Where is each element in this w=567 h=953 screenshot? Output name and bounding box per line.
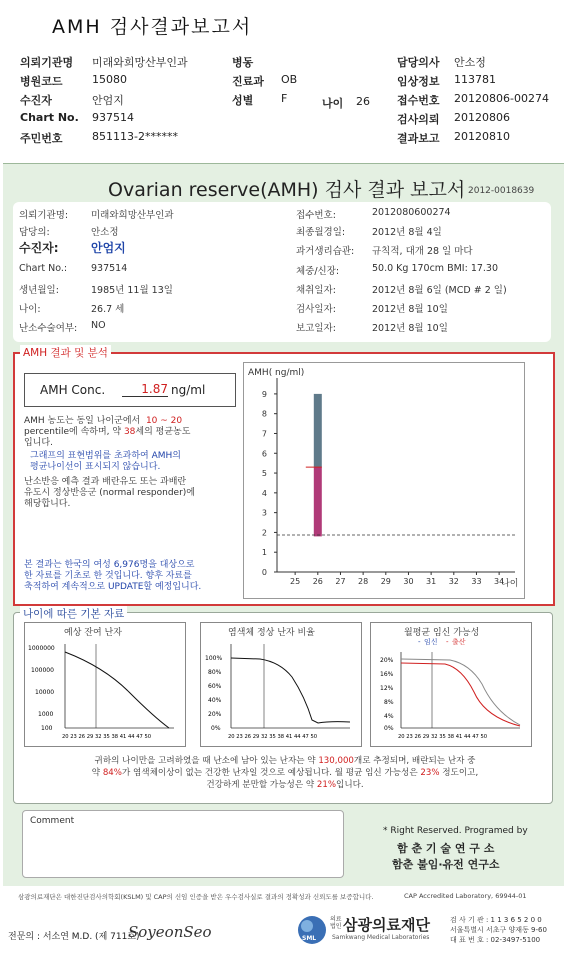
- rights-line1: * Right Reserved. Programed by: [383, 826, 528, 836]
- info-value: 미래와희망산부인과: [91, 210, 174, 221]
- comment-label: Comment: [30, 816, 75, 826]
- normal-chromosome-curve: [231, 658, 350, 723]
- header-value: 20120806-00274: [454, 92, 549, 105]
- basic-summary-text: 귀하의 나이만을 고려하였을 때 난소에 남아 있는 난자는 약 130,000개로 추정되며, 배란되는 난자 중 약 84%가 염색체이상이 없는 건강한 난자일 것으로 예상됩니다. 월 평균 임신 가능성은 23% 정도이고, 건강하게 분만할 가능성은 약 21%입니다.: [91, 756, 479, 790]
- normal-chromosome-chart: [200, 622, 360, 745]
- basic-section-title: 나이에 따른 기본 자료: [20, 606, 127, 621]
- info-label: 채취일자:: [296, 285, 336, 296]
- amh-description-percentile: AMH 농도는 동일 나이군에서 10 ~ 20 percentile에 속하며, 약 38세의 평균농도 입니다.: [24, 416, 191, 448]
- amh-x-tick-label: 33: [471, 577, 482, 586]
- info-value: 2012년 8월 10일: [372, 304, 448, 315]
- amh-y-tick-label: 6: [261, 449, 267, 459]
- footer-accreditation-note: 삼광의료재단은 대한진단검사의학회(KSLM) 및 CAP의 신임 인증을 받은 우수검사실로 결과의 정확성과 신뢰도를 보증합니다.: [18, 893, 374, 901]
- c3-ytick: 8%: [384, 699, 394, 706]
- info-label: 과거생리습관:: [296, 246, 355, 257]
- info-label: 최종월경일:: [296, 227, 346, 238]
- remaining-eggs-curve: [65, 652, 169, 728]
- info-label: 수진자:: [19, 241, 59, 255]
- logo-corp-label: 의료 법인: [330, 916, 342, 930]
- amh-y-tick-label: 5: [261, 469, 267, 479]
- contact-address: 서울특별시 서초구 양재동 9-60: [450, 926, 547, 934]
- amh-y-tick-label: 3: [261, 508, 267, 518]
- amh-description-data-source: 본 결과는 한국의 여성 6,976명을 대상으로 한 자료를 기초로 한 것입니다. 향후 자료를 축적하여 계속적으로 UPDATE할 예정입니다.: [24, 560, 202, 592]
- c2-xticks: 20 23 26 29 32 35 38 41 44 47 50: [228, 734, 318, 740]
- header-label: 병원코드: [20, 75, 63, 88]
- amh-x-tick-label: 27: [335, 577, 346, 586]
- amh-conc-unit: ng/ml: [171, 383, 206, 397]
- footer-cap: CAP Accredited Laboratory, 69944-01: [404, 892, 527, 900]
- amh-y-tick-label: 2: [261, 528, 267, 538]
- header-value: 937514: [92, 111, 134, 124]
- legend-birth: 출산: [452, 638, 466, 646]
- info-value: 안엄지: [91, 241, 126, 255]
- info-label: 보고일자:: [296, 323, 336, 334]
- amh-y-tick-label: 9: [261, 389, 267, 399]
- pregnancy-chance-chart-title: 월평균 임신 가능성: [404, 628, 480, 638]
- amh-range-upper-bar: [314, 394, 322, 467]
- amh-description-range: 그래프의 표현범위를 초과하여 AMH의 평균나이선이 표시되지 않습니다.: [30, 451, 181, 472]
- amh-x-tick-label: 26: [312, 577, 323, 586]
- c1-ytick: 1000: [38, 711, 54, 718]
- remaining-eggs-chart-title: 예상 잔여 난자: [64, 628, 122, 638]
- logo-subtitle: Samkwang Medical Laboratories: [332, 934, 430, 941]
- header-label: 성별: [232, 94, 254, 107]
- logo-name: 삼광의료재단: [343, 916, 430, 934]
- header-label: Chart No.: [20, 111, 79, 124]
- report-title: Ovarian reserve(AMH) 검사 결과 보고서: [108, 179, 466, 201]
- amh-y-tick-label: 4: [261, 488, 267, 498]
- rights-line2: 함 춘 기 술 연 구 소: [397, 842, 495, 855]
- info-value: 2012년 8월 4일: [372, 227, 442, 238]
- header-value: 안소정: [454, 56, 486, 69]
- contact-phone: 대 표 번 호 : 02-3497-5100: [450, 936, 541, 944]
- amh-chart-title: AMH( ng/ml): [248, 368, 305, 378]
- info-value: 1985년 11월 13일: [91, 285, 173, 296]
- info-value: 26.7 세: [91, 304, 125, 315]
- c2-ytick: 0%: [211, 725, 221, 732]
- pregnancy-curve: [401, 659, 520, 725]
- samkwang-logo-icon: [296, 914, 328, 946]
- info-label: 생년월일:: [19, 285, 59, 296]
- c3-ytick: 0%: [384, 725, 394, 732]
- info-label: 담당의:: [19, 227, 50, 238]
- amh-chart-frame: [244, 363, 525, 599]
- amh-x-tick-label: 28: [358, 577, 369, 586]
- amh-x-tick-label: 32: [448, 577, 459, 586]
- info-label: 검사일자:: [296, 304, 336, 315]
- header-label: 접수번호: [397, 94, 440, 107]
- amh-section-title: AMH 결과 및 분석: [20, 345, 111, 360]
- amh-x-tick-label: 29: [380, 577, 391, 586]
- c1-ytick: 10000: [35, 689, 55, 696]
- header-label: 수진자: [20, 94, 52, 107]
- amh-range-lower-bar: [314, 467, 322, 536]
- header-label: 결과보고: [397, 132, 440, 145]
- c1-xticks: 20 23 26 29 32 35 38 41 44 47 50: [62, 734, 152, 740]
- amh-x-tick-label: 25: [290, 577, 301, 586]
- header-value: 15080: [92, 73, 127, 86]
- age-value: 26: [356, 95, 370, 108]
- pregnancy-chance-chart: [370, 622, 530, 745]
- c3-ytick: 16%: [380, 671, 394, 678]
- info-value: NO: [91, 320, 106, 331]
- c2-ytick: 40%: [208, 697, 222, 704]
- info-label: 접수번호:: [296, 210, 336, 221]
- info-label: Chart No.:: [19, 263, 68, 274]
- header-label: 병동: [232, 56, 254, 69]
- amh-y-tick-label: 8: [261, 409, 267, 419]
- header-value: 851113-2******: [92, 130, 178, 143]
- header-value: 20120810: [454, 130, 510, 143]
- age-label: 나이: [322, 97, 344, 110]
- c3-ytick: 20%: [380, 657, 394, 664]
- info-label: 나이:: [19, 304, 41, 315]
- svg-text:SML: SML: [302, 935, 317, 942]
- amh-chart: [243, 362, 525, 599]
- header-value: F: [281, 92, 288, 105]
- info-value: 2012년 8월 10일: [372, 323, 448, 334]
- info-value: 2012년 8월 6일 (MCD # 2 일): [372, 285, 507, 296]
- info-value: 규칙적, 대개 28 일 마다: [372, 246, 473, 257]
- rights-line3: 함춘 불임·유전 연구소: [392, 858, 500, 871]
- svg-text:-: -: [418, 638, 421, 646]
- info-value: 50.0 Kg 170cm BMI: 17.30: [372, 263, 499, 274]
- c2-ytick: 100%: [205, 655, 223, 662]
- c2-ytick: 20%: [208, 711, 222, 718]
- header-label: 담당의사: [397, 56, 440, 69]
- amh-chart-xlabel: 나이: [501, 579, 519, 589]
- c2-ytick: 60%: [208, 683, 222, 690]
- c1-ytick: 100: [41, 725, 53, 732]
- report-number: 2012-0018639: [468, 186, 535, 196]
- amh-y-tick-label: 1: [261, 548, 267, 558]
- amh-x-tick-label: 30: [403, 577, 414, 586]
- header-label: 검사의뢰: [397, 113, 440, 126]
- amh-y-tick-label: 0: [261, 568, 267, 577]
- specialist-name: 전문의 : 서소연 M.D. (제 711호): [8, 932, 140, 942]
- header-value: 미래와희망산부인과: [92, 56, 188, 69]
- amh-description-response: 난소반응 예측 결과 배란유도 또는 과배란 유도시 정상반응군 (normal responder)에 해당합니다.: [24, 477, 195, 509]
- header-label: 진료과: [232, 75, 264, 88]
- info-value: 2012080600274: [372, 207, 451, 218]
- amh-conc-label: AMH Conc.: [40, 383, 106, 397]
- c1-ytick: 100000: [31, 667, 54, 674]
- header-label: 의뢰기관명: [20, 56, 74, 69]
- svg-text:-: -: [446, 638, 449, 646]
- c3-ytick: 12%: [380, 685, 394, 692]
- info-label: 의뢰기관명:: [19, 210, 69, 221]
- remaining-eggs-chart: [24, 622, 184, 745]
- amh-x-tick-label: 31: [426, 577, 437, 586]
- normal-chromosome-chart-title: 염색체 정상 난자 비율: [228, 628, 315, 638]
- header-value: 20120806: [454, 111, 510, 124]
- c1-ytick: 1000000: [28, 645, 55, 652]
- c2-ytick: 80%: [208, 669, 222, 676]
- info-label: 난소수술여부:: [19, 323, 78, 334]
- info-label: 체중/신장:: [296, 266, 340, 277]
- amh-conc-value: 1.87: [122, 382, 168, 397]
- signature: SoyeonSeo: [128, 923, 212, 941]
- header-value: OB: [281, 73, 298, 86]
- birth-curve: [401, 663, 520, 726]
- document-title: AMH 검사결과보고서: [52, 16, 253, 38]
- header-value: 안엄지: [92, 94, 124, 107]
- amh-y-tick-label: 7: [261, 429, 267, 439]
- c3-ytick: 4%: [384, 713, 394, 720]
- info-value: 937514: [91, 263, 128, 274]
- amh-x-tick-label: 34: [494, 577, 505, 586]
- header-value: 113781: [454, 73, 496, 86]
- c3-xticks: 20 23 26 29 32 35 38 41 44 47 50: [398, 734, 488, 740]
- header-label: 주민번호: [20, 132, 63, 145]
- legend-pregnancy: 임신: [424, 638, 438, 646]
- contact-lab: 검 사 기 관 : 1 1 3 6 5 2 0 0: [450, 916, 542, 924]
- info-value: 안소정: [91, 227, 119, 238]
- header-label: 임상정보: [397, 75, 440, 88]
